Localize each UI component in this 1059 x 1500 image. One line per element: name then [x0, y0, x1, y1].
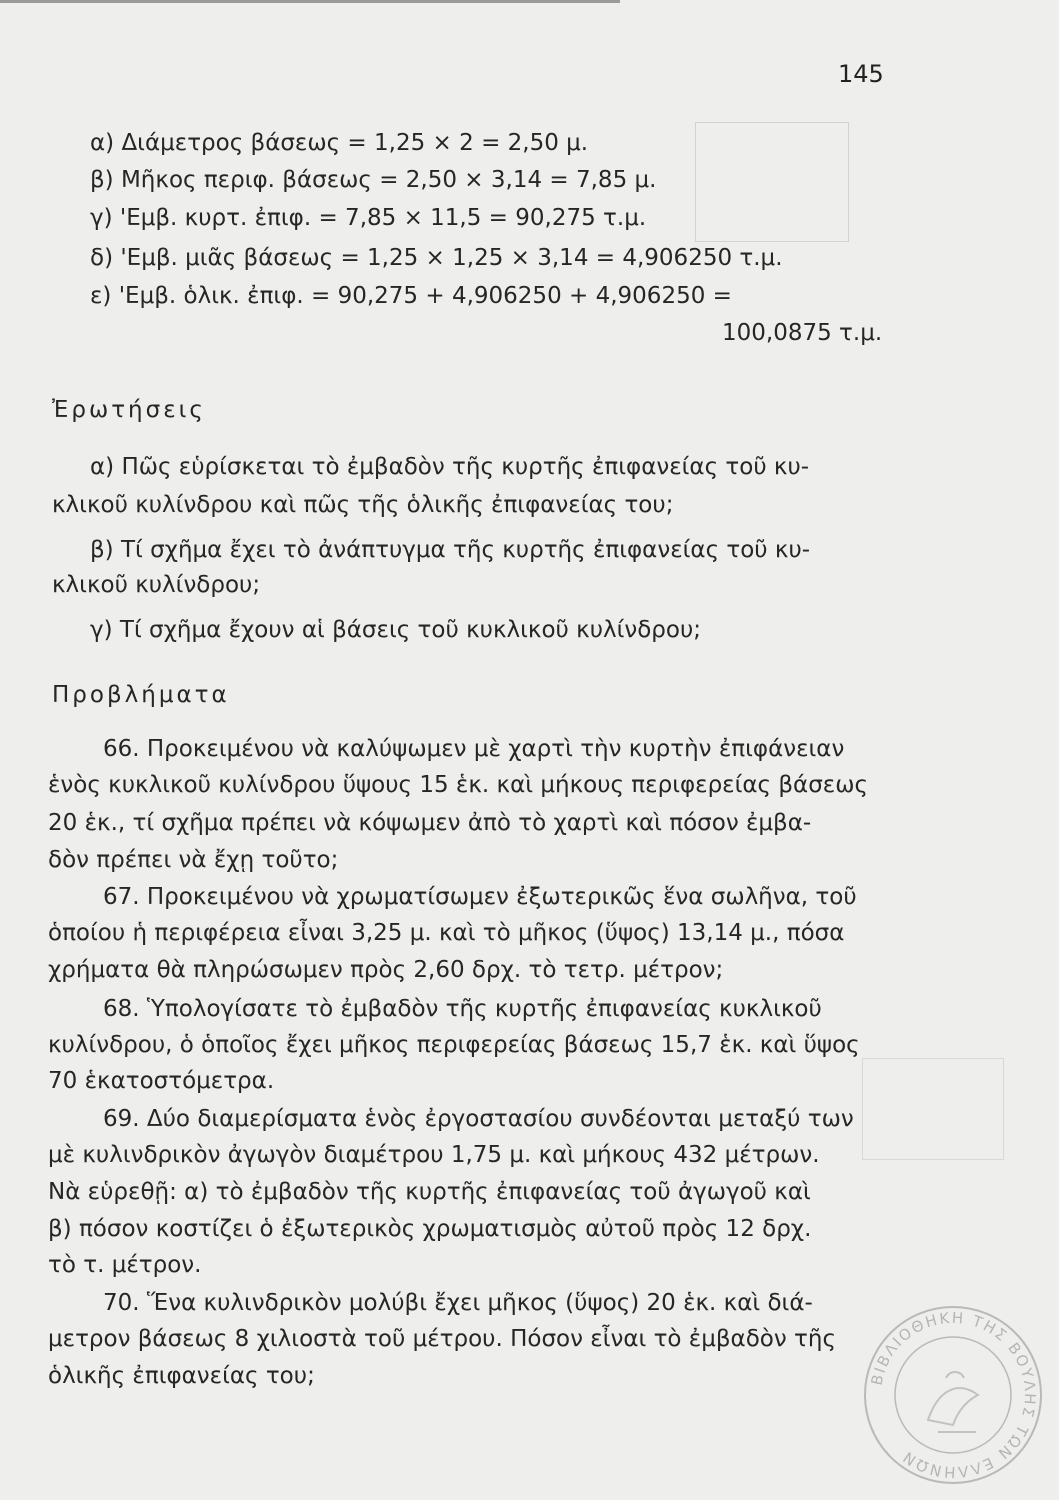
- problem-68-line-2: κυλίνδρου, ὁ ὁποῖος ἔχει μῆκος περιφερείας βάσεως 15,7 ἑκ. καὶ ὕψος: [48, 1032, 860, 1058]
- problem-70-line-1: 70. Ἕνα κυλινδρικὸν μολύβι ἔχει μῆκος (ὕψος) 20 ἑκ. καὶ διά-: [103, 1290, 813, 1316]
- question-a-line-1: α) Πῶς εὑρίσκεται τὸ ἐμβαδὸν τῆς κυρτῆς ἐπιφανείας τοῦ κυ-: [90, 454, 810, 480]
- problem-69-line-1: 69. Δύο διαμερίσματα ἑνὸς ἐργοστασίου συνδέονται μεταξύ των: [103, 1106, 854, 1132]
- calc-line-b: β) Μῆκος περιφ. βάσεως = 2,50 × 3,14 = 7,85 μ.: [90, 167, 657, 193]
- problems-heading: Προβλήματα: [52, 682, 230, 708]
- top-rule: [0, 0, 620, 3]
- bleed-through-frame: [862, 1058, 1004, 1160]
- problem-66-line-4: δὸν πρέπει νὰ ἔχῃ τοῦτο;: [48, 847, 339, 873]
- question-b-line-1: β) Τί σχῆμα ἔχει τὸ ἀνάπτυγμα τῆς κυρτῆς ἐπιφανείας τοῦ κυ-: [90, 537, 811, 563]
- question-a-line-2: κλικοῦ κυλίνδρου καὶ πῶς τῆς ὁλικῆς ἐπιφανείας του;: [52, 492, 674, 518]
- problem-66-line-2: ἑνὸς κυκλικοῦ κυλίνδρου ὕψους 15 ἑκ. καὶ μήκους περιφερείας βάσεως: [48, 772, 868, 798]
- problem-67-line-3: χρήματα θὰ πληρώσωμεν πρὸς 2,60 δρχ. τὸ τετρ. μέτρον;: [48, 957, 724, 983]
- bleed-through-frame: [695, 122, 849, 242]
- problem-68-line-1: 68. Ὑπολογίσατε τὸ ἐμβαδὸν τῆς κυρτῆς ἐπιφανείας κυκλικοῦ: [103, 996, 822, 1022]
- question-b-line-2: κλικοῦ κυλίνδρου;: [52, 572, 261, 598]
- calc-line-d: δ) 'Εμβ. μιᾶς βάσεως = 1,25 × 1,25 × 3,14 = 4,906250 τ.μ.: [90, 245, 783, 271]
- question-c-line-1: γ) Τί σχῆμα ἔχουν αἱ βάσεις τοῦ κυκλικοῦ κυλίνδρου;: [90, 617, 702, 643]
- problem-66-line-1: 66. Προκειμένου νὰ καλύψωμεν μὲ χαρτὶ τὴν κυρτὴν ἐπιφάνειαν: [103, 736, 845, 762]
- questions-heading: Ἐρωτήσεις: [52, 397, 206, 423]
- problem-69-line-3: Νὰ εὑρεθῇ: α) τὸ ἐμβαδὸν τῆς κυρτῆς ἐπιφανείας τοῦ ἀγωγοῦ καὶ: [48, 1179, 811, 1205]
- calc-line-a: α) Διάμετρος βάσεως = 1,25 × 2 = 2,50 μ.: [90, 130, 589, 156]
- problem-70-line-2: μετρον βάσεως 8 χιλιοστὰ τοῦ μέτρου. Πόσον εἶναι τὸ ἐμβαδὸν τῆς: [48, 1326, 836, 1352]
- problem-69-line-4: β) πόσον κοστίζει ὁ ἐξωτερικὸς χρωματισμὸς αὐτοῦ πρὸς 12 δρχ.: [48, 1216, 812, 1242]
- calc-line-e: ε) 'Εμβ. ὁλικ. ἐπιφ. = 90,275 + 4,906250 + 4,906250 =: [90, 283, 732, 309]
- problem-68-line-3: 70 ἑκατοστόμετρα.: [48, 1068, 275, 1094]
- problem-69-line-5: τὸ τ. μέτρον.: [48, 1252, 202, 1278]
- calc-line-c: γ) 'Εμβ. κυρτ. ἐπιφ. = 7,85 × 11,5 = 90,275 τ.μ.: [90, 205, 647, 231]
- problem-70-line-3: ὁλικῆς ἐπιφανείας του;: [48, 1363, 315, 1389]
- problem-69-line-2: μὲ κυλινδρικὸν ἀγωγὸν διαμέτρου 1,75 μ. καὶ μήκους 432 μέτρων.: [48, 1142, 820, 1168]
- calc-line-e-result: 100,0875 τ.μ.: [722, 320, 883, 346]
- problem-66-line-3: 20 ἑκ., τί σχῆμα πρέπει νὰ κόψωμεν ἀπὸ τὸ χαρτὶ καὶ πόσον ἐμβα-: [48, 810, 812, 836]
- problem-67-line-1: 67. Προκειμένου νὰ χρωματίσωμεν ἐξωτερικῶς ἕνα σωλῆνα, τοῦ: [103, 884, 857, 910]
- library-stamp-icon: [858, 1300, 1048, 1490]
- page-number: 145: [838, 60, 884, 88]
- problem-67-line-2: ὁποίου ἡ περιφέρεια εἶναι 3,25 μ. καὶ τὸ μῆκος (ὕψος) 13,14 μ., πόσα: [48, 920, 845, 946]
- svg-text:ΒΙΒΛΙΟΘΗΚΗ ΤΗΣ ΒΟΥΛΗΣ ΤΩΝ ΕΛΛΗ: ΒΙΒΛΙΟΘΗΚΗ ΤΗΣ ΒΟΥΛΗΣ ΤΩΝ ΕΛΛΗΝΩΝ: [867, 1308, 1040, 1482]
